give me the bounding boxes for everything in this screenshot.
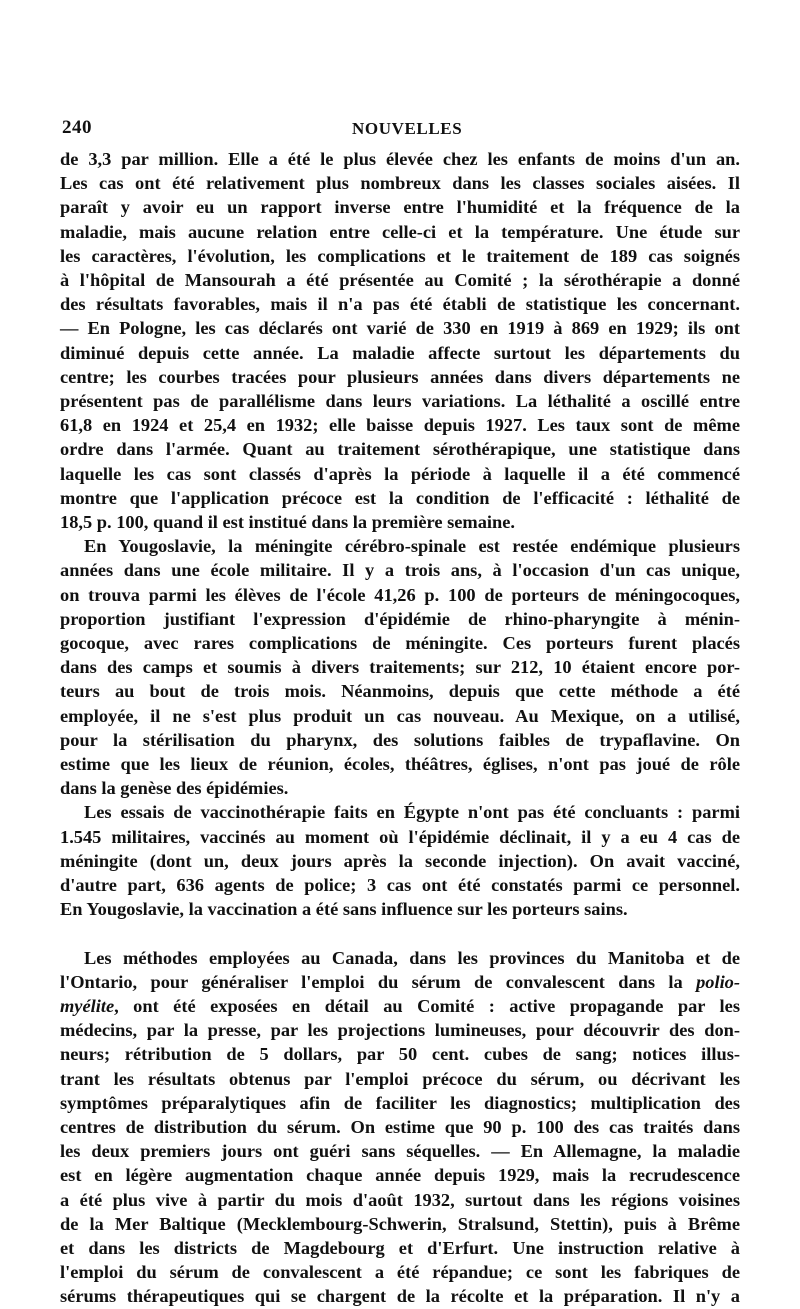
text-line: à l'hôpital de Mansourah a été présentée au Comité ; la sérothérapie a donné	[60, 270, 740, 291]
body-text	[60, 147, 740, 1309]
text-line: neurs; rétribution de 5 dollars, par 50 cent. cubes de sang; notices illus-	[60, 1044, 740, 1065]
text-segment: l'Ontario, pour généraliser l'emploi du sérum de convalescent dans la	[60, 971, 683, 992]
page-number: 240	[62, 117, 92, 138]
text-line: diminué depuis cette année. La maladie affecte surtout les départements du	[60, 342, 740, 363]
text-line: sérums thérapeutiques qui se chargent de la récolte et la préparation. Il n'y a	[60, 1286, 740, 1307]
text-line: les deux premiers jours ont guéri sans séquelles. — En Allemagne, la maladie	[60, 1141, 740, 1162]
text-line: 1.545 militaires, vaccinés au moment où l'épidémie déclinait, il y a eu 4 cas de	[60, 826, 740, 847]
text-line: l'emploi du sérum de convalescent a été répandue; ce sont les fabriques de	[60, 1262, 740, 1283]
text-line: montre que l'application précoce est la condition de l'efficacité : léthalité de	[60, 487, 740, 508]
text-line: symptômes préparalytiques afin de faciliter les diagnostics; multiplication des	[60, 1092, 740, 1113]
text-line: Les essais de vaccinothérapie faits en Égypte n'ont pas été concluants : parmi	[84, 802, 740, 823]
paragraph-4	[60, 946, 740, 1309]
text-line: 18,5 p. 100, quand il est institué dans la première semaine.	[60, 512, 516, 533]
text-line: années dans une école militaire. Il y a trois ans, à l'occasion d'un cas unique,	[60, 560, 740, 581]
text-line: proportion justifiant l'expression d'épidémie de rhino-pharyngite à ménin-	[60, 608, 740, 629]
text-line: estime que les lieux de réunion, écoles, théâtres, églises, n'ont pas joué de rôle	[60, 754, 740, 775]
text-line: teurs au bout de trois mois. Néanmoins, depuis que cette méthode a été	[60, 681, 740, 702]
text-line: laquelle les cas sont classés d'après la période à laquelle il a été commencé	[60, 463, 740, 484]
text-line: de la Mer Baltique (Mecklembourg-Schwerin, Stralsund, Stettin), puis à Brême	[60, 1213, 740, 1234]
text-line: Les méthodes employées au Canada, dans les provinces du Manitoba et de	[84, 947, 740, 968]
text-line: dans la genèse des épidémies.	[60, 778, 289, 799]
text-line: centres de distribution du sérum. On estime que 90 p. 100 des cas traités dans	[60, 1116, 740, 1137]
text-line: et dans les districts de Magdebourg et d'Erfurt. Une instruction relative à	[60, 1237, 740, 1258]
text-line: méningite (dont un, deux jours après la seconde injection). On avait vacciné,	[60, 850, 740, 871]
text-line: les caractères, l'évolution, les complications et le traitement de 189 cas soignés	[60, 245, 740, 266]
text-line: paraît y avoir eu un rapport inverse entre l'humidité et la fréquence de la	[60, 197, 740, 218]
text-line: est en légère augmentation chaque année depuis 1929, mais la recrudescence	[60, 1165, 740, 1186]
text-line	[60, 970, 740, 994]
running-title: NOUVELLES	[352, 119, 463, 138]
text-line: présentent pas de parallélisme dans leurs variations. La léthalité a oscillé entre	[60, 391, 740, 412]
text-segment: , ont été exposées en détail au Comité : active propagande par les	[114, 995, 740, 1016]
text-line: ordre dans l'armée. Quant au traitement sérothérapique, une statistique dans	[60, 439, 740, 460]
text-line: a été plus vive à partir du mois d'août 1932, surtout dans les régions voisines	[60, 1189, 740, 1210]
text-line: En Yougoslavie, la vaccination a été sans influence sur les porteurs sains.	[60, 899, 628, 920]
text-line: de 3,3 par million. Elle a été le plus élevée chez les enfants de moins d'un an.	[60, 149, 740, 169]
text-line: dans des camps et soumis à divers traitements; sur 212, 10 étaient encore por-	[60, 657, 740, 678]
paragraph-2	[60, 534, 740, 800]
text-line: employée, il ne s'est plus produit un cas nouveau. Au Mexique, on a utilisé,	[60, 705, 740, 726]
text-line: 61,8 en 1924 et 25,4 en 1932; elle baisse depuis 1927. Les taux sont de même	[60, 415, 740, 436]
text-line: pour la stérilisation du pharynx, des solutions faibles de trypaflavine. On	[60, 729, 740, 750]
text-line: on trouva parmi les élèves de l'école 41,26 p. 100 de porteurs de méningocoques,	[60, 584, 740, 605]
text-line: En Yougoslavie, la méningite cérébro-spinale est restée endémique plusieurs	[84, 536, 740, 557]
text-line: médecins, par la presse, par les projections lumineuses, pour découvrir des don-	[60, 1020, 740, 1041]
text-line: Les cas ont été relativement plus nombreux dans les classes sociales aisées. Il	[60, 173, 740, 194]
italic-term: myélite	[60, 995, 115, 1016]
text-line	[60, 994, 740, 1018]
text-line: d'autre part, 636 agents de police; 3 cas ont été constatés parmi ce personnel.	[60, 875, 740, 896]
text-line: trant les résultats obtenus par l'emploi précoce du sérum, ou décrivant les	[60, 1068, 740, 1089]
paragraph-3	[60, 800, 740, 921]
paragraph-1	[60, 147, 740, 534]
italic-term: polio-	[696, 971, 740, 992]
text-line: centre; les courbes tracées pour plusieurs années dans divers départements ne	[60, 366, 740, 387]
text-line: — En Pologne, les cas déclarés ont varié de 330 en 1919 à 869 en 1929; ils ont	[60, 318, 740, 339]
text-line: des résultats favorables, mais il n'a pas été établi de statistique les concernant.	[60, 294, 740, 315]
text-line: gocoque, avec rares complications de méningite. Ces porteurs furent placés	[60, 633, 740, 654]
text-line: maladie, mais aucune relation entre celle-ci et la température. Une étude sur	[60, 221, 740, 242]
